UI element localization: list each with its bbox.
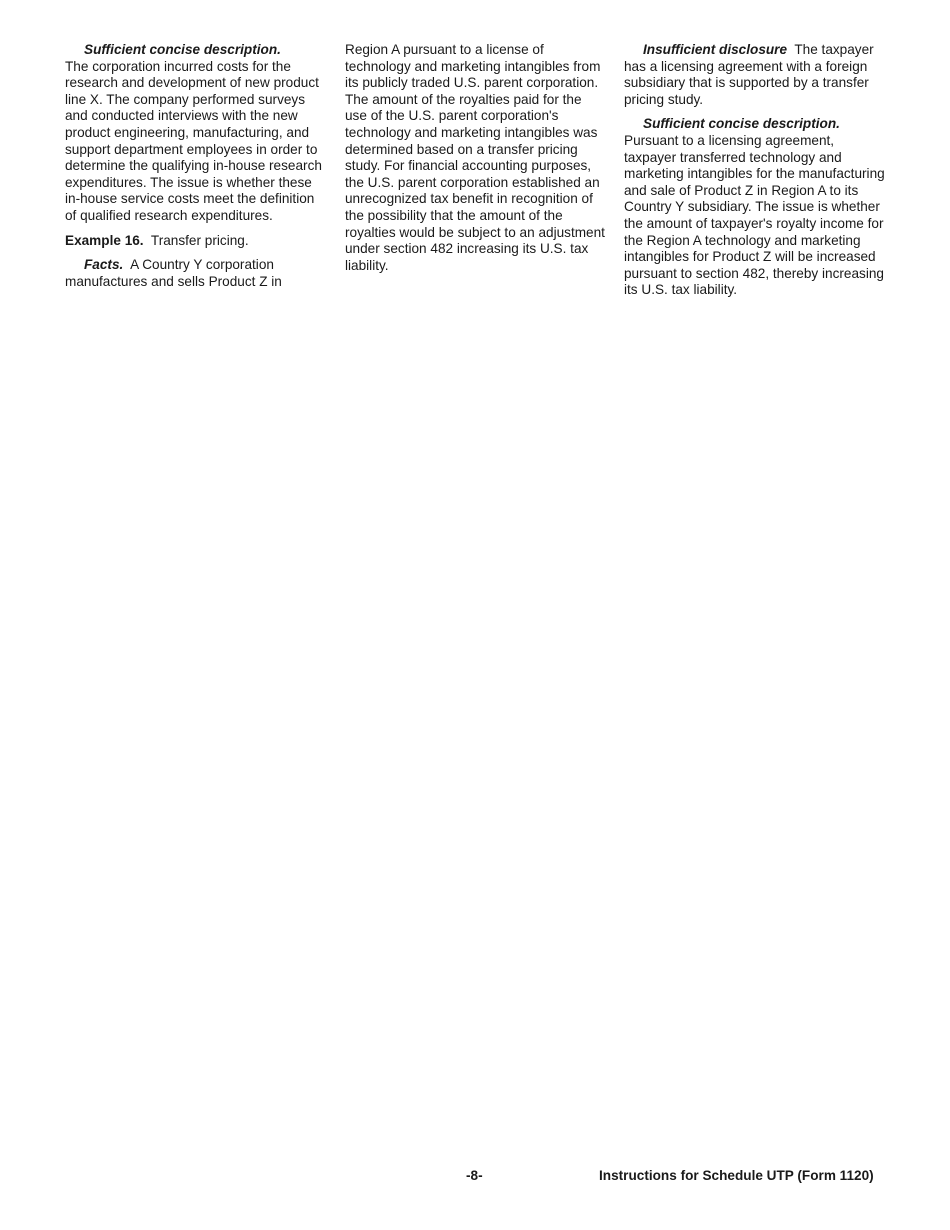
paragraph-sufficient-description-transfer — [624, 116, 888, 299]
paragraph-body: Pursuant to a licensing agreement, taxpayer transferred technology and marketing intangibles for the manufacturing and sale of Product Z in Region A to its Country Y subsidiary. The issue is whether the amount of taxpayer's royalty income for the Region A technology and marketing intangibles for Product Z will be increased pursuant to section 482, thereby increasing its U.S. tax liability. — [624, 132, 885, 298]
paragraph-heading: Facts. — [84, 257, 124, 273]
paragraph-body: The corporation incurred costs for the research and development of new product line X. The company performed surveys and conducted interviews with the new product engineering, manufacturing, and support department employees in order to determine the qualifying in-house research expenditures. The issue is whether these in-house service costs meet the definition of qualified research expenditures. — [65, 58, 322, 223]
example-title: Transfer pricing. — [150, 232, 249, 248]
paragraph-heading: Sufficient concise description. — [84, 42, 281, 57]
text-column-1 — [65, 42, 327, 298]
page-number: -8- — [466, 1168, 483, 1183]
paragraph-facts-continued — [345, 42, 607, 274]
paragraph-sufficient-description-research — [65, 42, 327, 225]
paragraph-body: A Country Y corporation manufactures and sells Product Z in — [65, 257, 282, 289]
paragraph-facts — [65, 257, 327, 290]
paragraph-body: The taxpayer has a licensing agreement with a foreign subsidiary that is supported by a transfer pricing study. — [624, 42, 874, 107]
text-column-3 — [624, 42, 888, 307]
document-title: Instructions for Schedule UTP (Form 1120) — [599, 1168, 874, 1183]
paragraph-insufficient-disclosure — [624, 42, 888, 108]
text-column-2 — [345, 42, 607, 282]
paragraph-body: Region A pursuant to a license of technology and marketing intangibles from its publicly traded U.S. parent corporation. The amount of the royalties paid for the use of the U.S. parent corporation's technology and marketing intangibles was determined based on a transfer pricing study. For financial accounting purposes, the U.S. parent corporation established an unrecognized tax benefit in recognition of the possibility that the amount of the royalties would be subject to an adjustment under section 482 increasing its U.S. tax liability. — [345, 42, 605, 273]
paragraph-example-16 — [65, 233, 327, 250]
example-heading: Example 16. — [65, 232, 144, 248]
paragraph-heading: Insufficient disclosure — [643, 42, 788, 57]
paragraph-heading: Sufficient concise description. — [643, 116, 840, 132]
